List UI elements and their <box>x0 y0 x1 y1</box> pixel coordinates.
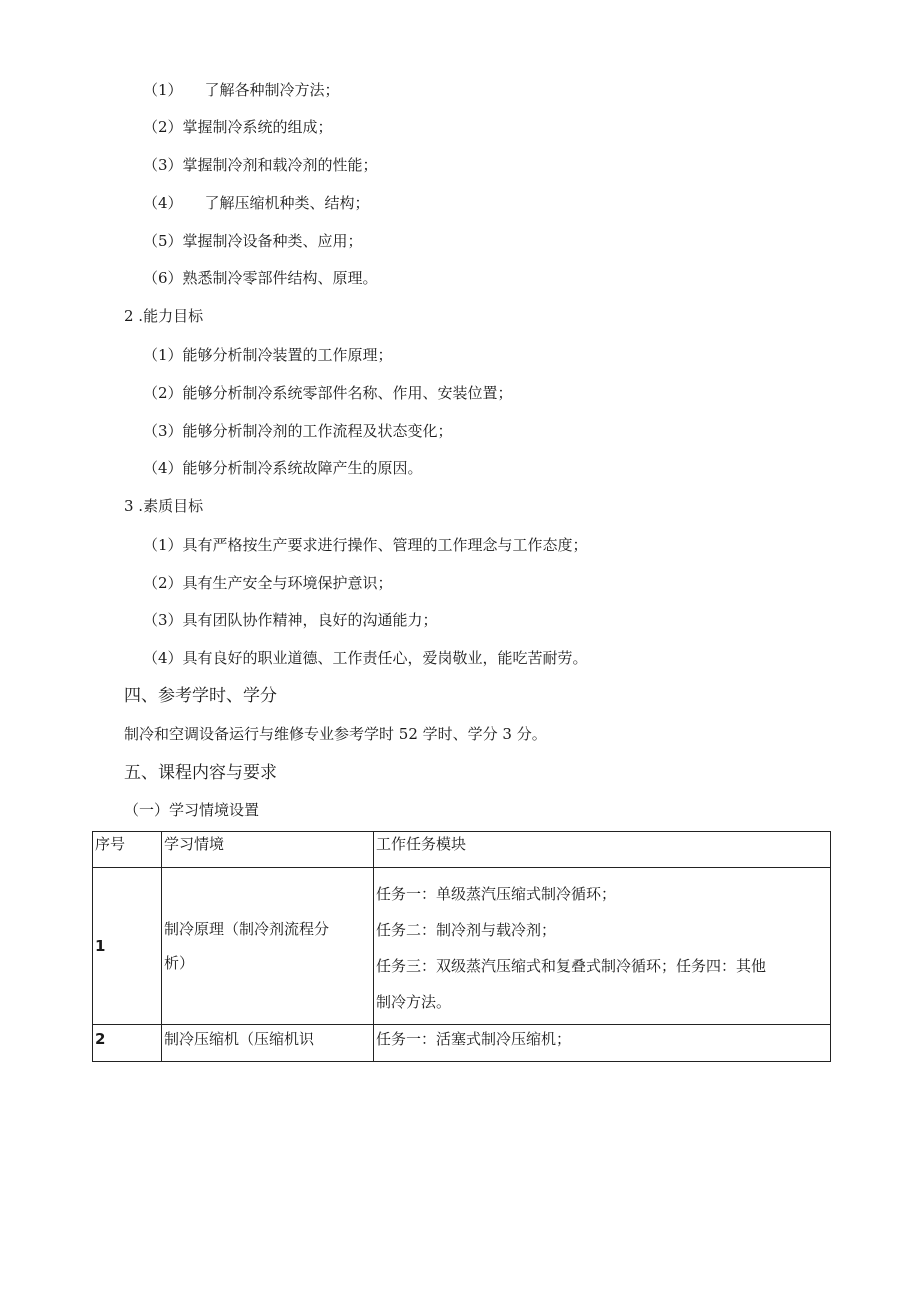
task-item: 任务三：双级蒸汽压缩式和复叠式制冷循环；任务四：其他 <box>376 957 767 975</box>
table-row <box>93 1025 831 1062</box>
quality-goal-item: （3）具有团队协作精神，良好的沟通能力； <box>143 611 438 629</box>
section-heading: 五、课程内容与要求 <box>124 763 277 783</box>
knowledge-goal-item: （3）掌握制冷剂和载冷剂的性能； <box>143 156 378 174</box>
knowledge-goal-item: （6）熟悉制冷零部件结构、原理。 <box>143 269 378 287</box>
scenario-cell: 制冷压缩机（压缩机识 <box>162 1025 374 1062</box>
row-index: 1 <box>93 868 162 1025</box>
ability-goal-item: （1）能够分析制冷装置的工作原理； <box>143 346 393 364</box>
ability-heading: 2 .能力目标 <box>124 307 204 325</box>
ability-goal-item: （4）能够分析制冷系统故障产生的原因。 <box>143 459 423 477</box>
quality-goal-item: （4）具有良好的职业道德、工作责任心，爱岗敬业，能吃苦耐劳。 <box>143 649 588 667</box>
learning-scenario-table <box>92 831 831 1062</box>
quality-goal-item: （1）具有严格按生产要求进行操作、管理的工作理念与工作态度； <box>143 536 588 554</box>
tasks-cell <box>374 1025 831 1062</box>
knowledge-goal-item: （2）掌握制冷系统的组成； <box>143 118 333 136</box>
scenario-cell: 制冷原理（制冷剂流程分 析） <box>162 868 374 1025</box>
subsection-heading: （一）学习情境设置 <box>124 801 260 819</box>
tasks-cell <box>374 868 831 1025</box>
task-item: 任务一：单级蒸汽压缩式制冷循环； <box>376 885 617 903</box>
task-item: 任务一：活塞式制冷压缩机； <box>376 1030 572 1048</box>
row-index: 2 <box>93 1025 162 1062</box>
knowledge-goal-item: （1） 了解各种制冷方法； <box>143 81 340 99</box>
column-header: 序号 <box>93 832 162 868</box>
task-item: 制冷方法。 <box>376 993 452 1011</box>
column-header: 学习情境 <box>162 832 374 868</box>
quality-goal-item: （2）具有生产安全与环境保护意识； <box>143 574 393 592</box>
section-paragraph: 制冷和空调设备运行与维修专业参考学时 52 学时、学分 3 分。 <box>124 725 547 743</box>
quality-heading: 3 .素质目标 <box>124 497 204 515</box>
ability-goal-item: （3）能够分析制冷剂的工作流程及状态变化； <box>143 422 453 440</box>
column-header: 工作任务模块 <box>374 832 831 868</box>
knowledge-goal-item: （4） 了解压缩机种类、结构； <box>143 194 370 212</box>
section-heading: 四、参考学时、学分 <box>124 686 277 706</box>
table-row <box>93 868 831 1025</box>
ability-goal-item: （2）能够分析制冷系统零部件名称、作用、安装位置； <box>143 384 513 402</box>
task-item: 任务二：制冷剂与载冷剂； <box>376 921 557 939</box>
knowledge-goal-item: （5）掌握制冷设备种类、应用； <box>143 232 363 250</box>
table-header-row <box>93 832 831 868</box>
